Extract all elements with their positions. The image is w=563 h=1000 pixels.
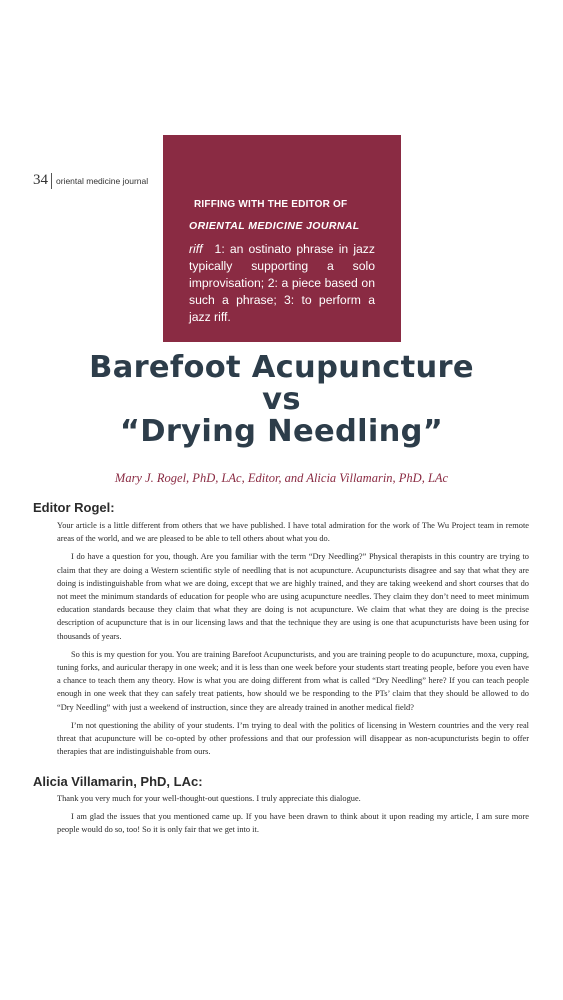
paragraph: I’m not questioning the ability of your students. I’m trying to deal with the politics of licensing in Western countries and the very real threat that acupuncture will be co-opted by other professions and that our profession will disappear as non-acupuncturists begin to offer therapies that are indistinguishable from ours. — [57, 720, 529, 757]
section-heading-editor: Editor Rogel: — [33, 500, 115, 515]
riff-kicker: RIFFING WITH THE EDITOR OF — [194, 199, 348, 210]
article-title — [0, 352, 563, 448]
title-line-3: “Drying Needling” — [119, 414, 444, 449]
riff-journal-name: ORIENTAL MEDICINE JOURNAL — [189, 220, 360, 232]
header-divider — [51, 173, 52, 189]
title-line-1: Barefoot Acupuncture — [89, 350, 474, 385]
byline: Mary J. Rogel, PhD, LAc, Editor, and Alicia Villamarin, PhD, LAc — [114, 471, 449, 485]
riff-definition-box — [163, 135, 401, 342]
section-body-author — [57, 792, 529, 842]
paragraph: I am glad the issues that you mentioned came up. If you have been drawn to think about it upon reading my article, I am sure more people would do so, too! So it is only fair that we get into it. — [57, 812, 529, 835]
section-body-editor — [57, 519, 529, 763]
paragraph: Your article is a little different from others that we have published. I have total admiration for the work of The Wu Project team in remote areas of the world, and we are pleased to be able to tell others about what you do. — [57, 521, 529, 544]
page-number: 34 — [33, 172, 48, 188]
title-line-2: vs — [262, 382, 301, 417]
riff-definition-text: 1: an ostinato phrase in jazz typically supporting a solo improvisation; 2: a piece based on such a phrase; 3: to perform a jazz riff. — [189, 242, 375, 324]
paragraph: So this is my question for you. You are training Barefoot Acupuncturists, and you are training people to do acupuncture, moxa, cupping, tuning forks, and auricular therapy in one week; and it is less than one week before your students start treating people, before you even have a chance to teach them any theory. How is what you are doing different from what is called “Dry Needling” here? If you can teach people enough in one week that they can safely treat patients, how should we be responding to the PTs’ claim that they should be allowed to do “Dry Needling” with just a weekend of instruction, since they are already trained in another medical field? — [57, 649, 529, 712]
paragraph: I do have a question for you, though. Are you familiar with the term “Dry Needling?” Physical therapists in this country are trying to claim that they are doing a Western scientific style of needling that is not acupuncture. Acupuncturists disagree and say that what they are doing is indistinguishable from what we are doing, except that we are highly trained, and they are taking weekend and short courses that do not meet the minimum standards of education for people who are using acupuncture needles. They claim they don’t need to meet minimum education standards because they claim that what they are doing is not acupuncture. We claim that what they are doing is the precise description of acupuncture that is in our licensing laws and that the technique they are using is one that acupuncturists have been using for thousands of years. — [57, 552, 529, 641]
page-header — [33, 172, 148, 189]
section-heading-author: Alicia Villamarin, PhD, LAc: — [33, 774, 203, 789]
riff-term: riff — [189, 242, 203, 256]
riff-definition — [189, 241, 375, 326]
paragraph: Thank you very much for your well-thought-out questions. I truly appreciate this dialogue. — [57, 794, 361, 803]
journal-name: oriental medicine journal — [56, 175, 149, 186]
